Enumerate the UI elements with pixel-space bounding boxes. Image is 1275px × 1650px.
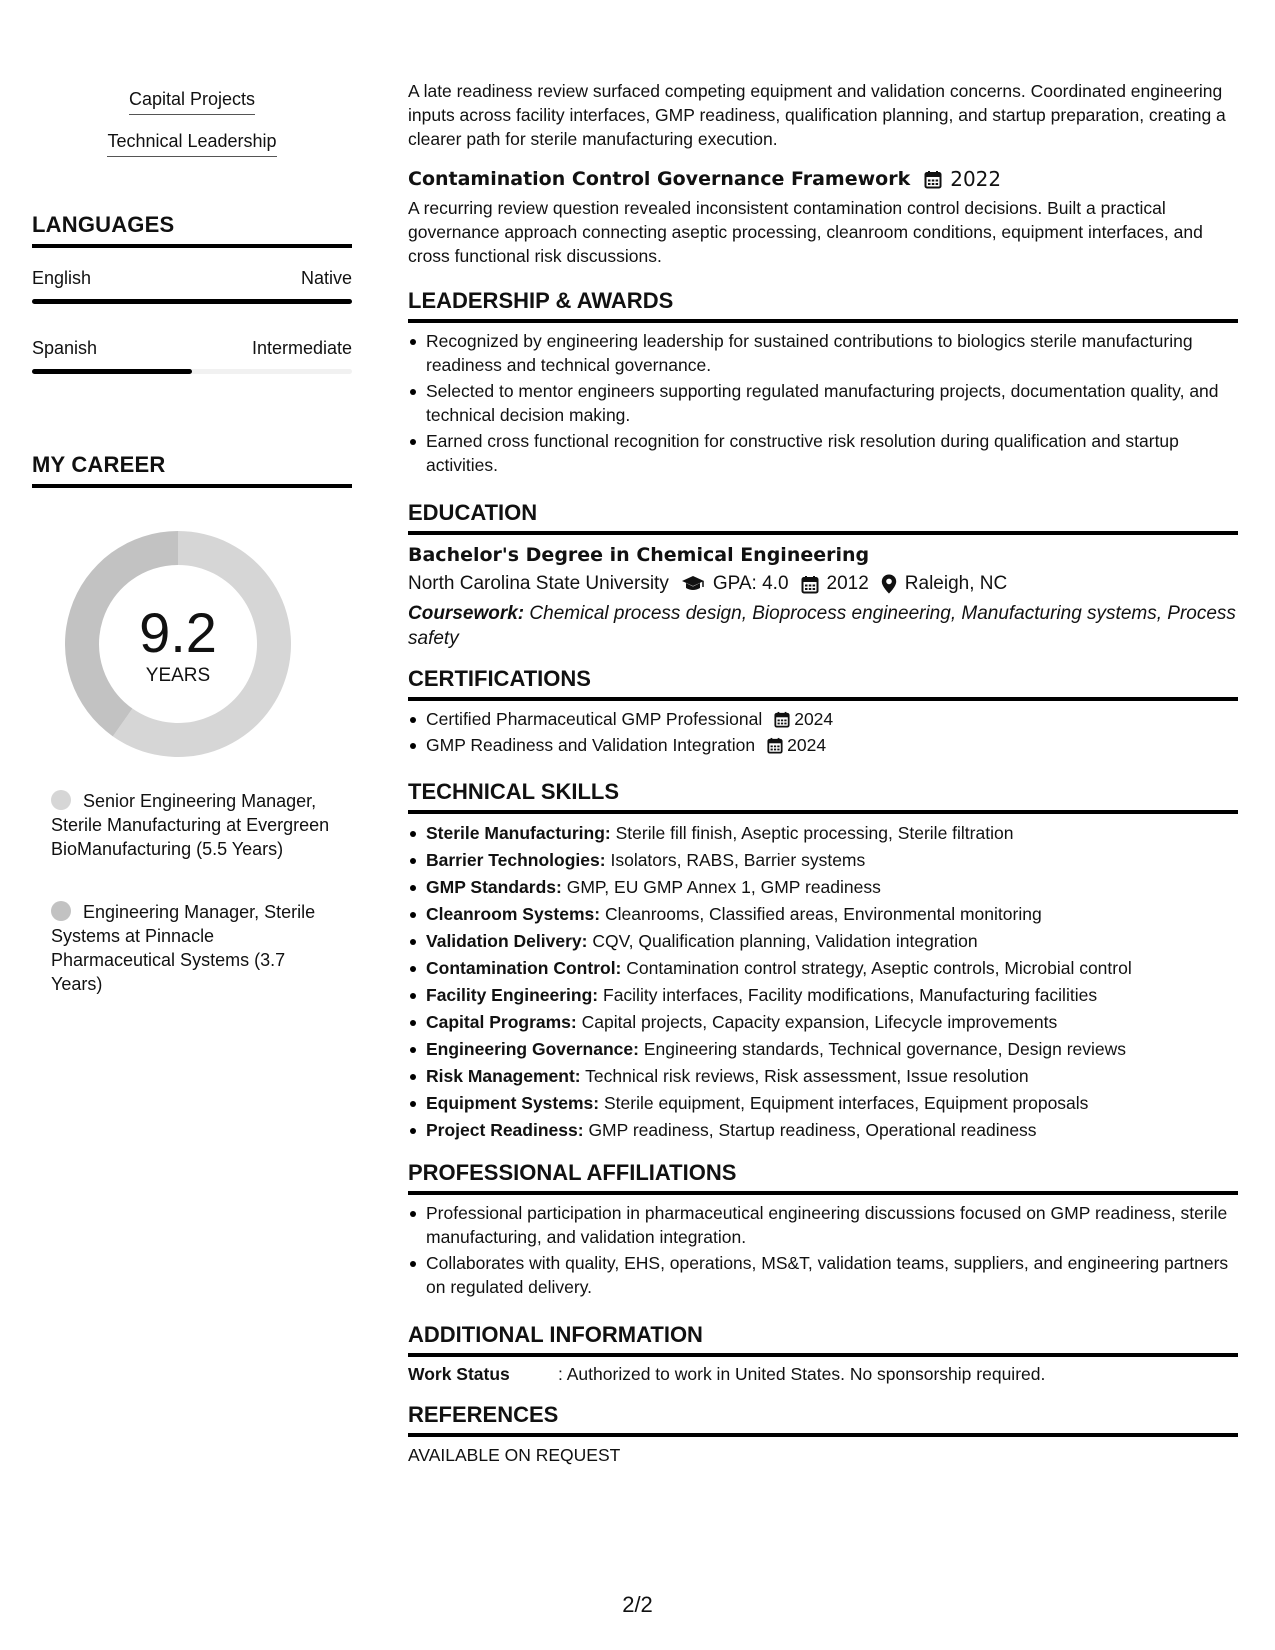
project-title: Contamination Control Governance Framework bbox=[408, 168, 911, 190]
skill-tag: Capital Projects bbox=[129, 88, 255, 115]
career-heading: MY CAREER bbox=[32, 452, 352, 488]
project-year: 2022 bbox=[950, 167, 1002, 191]
skill-list-item bbox=[426, 875, 1238, 900]
skill-category-values: Sterile fill finish, Aseptic processing, Sterile filtration bbox=[615, 823, 1014, 843]
work-status-value: : Authorized to work in United States. No sponsorship required. bbox=[558, 1364, 1046, 1384]
calendar-icon bbox=[801, 575, 819, 594]
skill-category-label: Validation Delivery: bbox=[426, 931, 588, 951]
list-item: Professional participation in pharmaceutical engineering discussions focused on GMP readiness, sterile manufacturing, and validation integration. bbox=[426, 1201, 1238, 1249]
language-proficiency-bar bbox=[32, 369, 352, 374]
affiliations-list bbox=[426, 1201, 1238, 1301]
skill-category-label: Equipment Systems: bbox=[426, 1093, 600, 1113]
skill-list-item bbox=[426, 1091, 1238, 1116]
education-school: North Carolina State University bbox=[408, 573, 669, 594]
career-legend-item bbox=[51, 900, 341, 996]
page-number: 2/2 bbox=[622, 1592, 653, 1617]
language-level: Native bbox=[300, 268, 352, 288]
leadership-list bbox=[426, 329, 1238, 479]
additional-info-heading: ADDITIONAL INFORMATION bbox=[408, 1322, 1238, 1357]
languages-heading: LANGUAGES bbox=[32, 212, 352, 248]
skill-category-values: Sterile equipment, Equipment interfaces, Equipment proposals bbox=[603, 1093, 1089, 1113]
skill-list-item bbox=[426, 1037, 1238, 1062]
skill-list-item bbox=[426, 902, 1238, 927]
language-proficiency-bar bbox=[32, 299, 352, 304]
career-legend-text: Senior Engineering Manager, Sterile Manufacturing at Evergreen BioManufacturing (5.5 Years) bbox=[51, 791, 330, 859]
calendar-icon bbox=[774, 711, 790, 728]
education-location: Raleigh, NC bbox=[904, 573, 1008, 594]
education-coursework bbox=[408, 601, 1238, 651]
affiliations-heading: PROFESSIONAL AFFILIATIONS bbox=[408, 1160, 1238, 1195]
certification-year: 2024 bbox=[794, 709, 834, 729]
work-status-label: Work Status bbox=[408, 1364, 510, 1384]
skill-category-values: GMP, EU GMP Annex 1, GMP readiness bbox=[566, 877, 881, 897]
project-title-row bbox=[408, 167, 1238, 191]
language-level: Intermediate bbox=[251, 338, 352, 358]
education-meta bbox=[408, 571, 1238, 597]
certification-year: 2024 bbox=[787, 735, 827, 755]
skill-list-item bbox=[426, 821, 1238, 846]
list-item: Earned cross functional recognition for constructive risk resolution during qualification and startup activities. bbox=[426, 429, 1238, 477]
skill-tags bbox=[32, 88, 352, 172]
language-row bbox=[32, 267, 352, 289]
skill-category-values: Isolators, RABS, Barrier systems bbox=[610, 850, 866, 870]
career-total-unit: YEARS bbox=[145, 665, 211, 686]
certification-name: Certified Pharmaceutical GMP Professional bbox=[426, 709, 763, 729]
coursework-text: Chemical process design, Bioprocess engineering, Manufacturing systems, Process safety bbox=[408, 603, 1236, 649]
skill-category-values: Technical risk reviews, Risk assessment, Issue resolution bbox=[585, 1066, 1029, 1086]
skill-category-values: CQV, Qualification planning, Validation integration bbox=[592, 931, 978, 951]
coursework-label: Coursework: bbox=[408, 603, 525, 624]
skill-category-values: Contamination control strategy, Aseptic controls, Microbial control bbox=[626, 958, 1132, 978]
career-legend-text: Engineering Manager, Sterile Systems at Pinnacle Pharmaceutical Systems (3.7 Years) bbox=[51, 902, 316, 994]
list-item: Recognized by engineering leadership for sustained contributions to biologics sterile manufacturing readiness and technical governance. bbox=[426, 329, 1238, 377]
skill-list-item bbox=[426, 983, 1238, 1008]
language-row bbox=[32, 337, 352, 359]
leadership-heading: LEADERSHIP & AWARDS bbox=[408, 288, 1238, 323]
skill-list-item bbox=[426, 956, 1238, 981]
calendar-icon bbox=[924, 170, 942, 189]
skill-list-item bbox=[426, 848, 1238, 873]
project-description: A recurring review question revealed inconsistent contamination control decisions. Built a practical governance approach connecting aseptic processing, cleanroom conditions, equipment interfaces, and cross functional risk discussions. bbox=[408, 198, 1203, 266]
skill-category-label: Barrier Technologies: bbox=[426, 850, 606, 870]
skill-category-values: Cleanrooms, Classified areas, Environmental monitoring bbox=[604, 904, 1042, 924]
skill-list-item bbox=[426, 1064, 1238, 1089]
references-text: AVAILABLE ON REQUEST bbox=[408, 1445, 621, 1465]
language-proficiency-fill bbox=[32, 299, 352, 304]
language-name: Spanish bbox=[32, 338, 98, 358]
skill-category-label: Sterile Manufacturing: bbox=[426, 823, 611, 843]
work-status-row bbox=[408, 1362, 1238, 1386]
skill-category-label: Capital Programs: bbox=[426, 1012, 577, 1032]
education-year: 2012 bbox=[826, 573, 869, 594]
certifications-list bbox=[426, 707, 1238, 759]
graduation-cap-icon bbox=[681, 575, 705, 593]
skill-category-values: GMP readiness, Startup readiness, Operational readiness bbox=[588, 1120, 1037, 1140]
career-legend-dot bbox=[51, 901, 71, 921]
career-legend-dot bbox=[51, 790, 71, 810]
skill-category-label: Cleanroom Systems: bbox=[426, 904, 601, 924]
career-legend-item bbox=[51, 789, 341, 861]
skill-category-label: Engineering Governance: bbox=[426, 1039, 639, 1059]
career-donut-chart bbox=[65, 531, 291, 757]
skill-tag: Technical Leadership bbox=[107, 130, 276, 157]
language-proficiency-fill bbox=[32, 369, 192, 374]
skill-category-values: Capital projects, Capacity expansion, Lifecycle improvements bbox=[581, 1012, 1058, 1032]
career-total-value: 9.2 bbox=[139, 601, 217, 664]
technical-skills-heading: TECHNICAL SKILLS bbox=[408, 779, 1238, 814]
calendar-icon bbox=[767, 737, 783, 754]
skill-category-label: Facility Engineering: bbox=[426, 985, 599, 1005]
technical-skills-list bbox=[426, 821, 1238, 1145]
skill-category-values: Facility interfaces, Facility modifications, Manufacturing facilities bbox=[603, 985, 1098, 1005]
skill-category-label: Risk Management: bbox=[426, 1066, 581, 1086]
location-pin-icon bbox=[881, 574, 897, 594]
skill-category-label: GMP Standards: bbox=[426, 877, 562, 897]
education-gpa: GPA: 4.0 bbox=[712, 573, 789, 594]
certification-name: GMP Readiness and Validation Integration bbox=[426, 735, 756, 755]
skill-category-label: Project Readiness: bbox=[426, 1120, 584, 1140]
skill-category-values: Engineering standards, Technical governance, Design reviews bbox=[643, 1039, 1127, 1059]
education-degree: Bachelor's Degree in Chemical Engineering bbox=[408, 544, 870, 566]
list-item bbox=[426, 707, 1238, 731]
list-item bbox=[426, 733, 1238, 757]
skill-list-item bbox=[426, 929, 1238, 954]
list-item: Collaborates with quality, EHS, operations, MS&T, validation teams, suppliers, and engineering partners on regulated delivery. bbox=[426, 1251, 1238, 1299]
skill-list-item bbox=[426, 1010, 1238, 1035]
certifications-heading: CERTIFICATIONS bbox=[408, 666, 1238, 701]
language-name: English bbox=[32, 268, 92, 288]
skill-list-item bbox=[426, 1118, 1238, 1143]
references-heading: REFERENCES bbox=[408, 1402, 1238, 1437]
education-heading: EDUCATION bbox=[408, 500, 1238, 535]
experience-description: A late readiness review surfaced competing equipment and validation concerns. Coordinated engineering inputs across facility interfaces, GMP readiness, qualification planning, and startup preparation, creating a clearer path for sterile manufacturing execution. bbox=[408, 81, 1226, 149]
skill-category-label: Contamination Control: bbox=[426, 958, 622, 978]
list-item: Selected to mentor engineers supporting regulated manufacturing projects, documentation quality, and technical decision making. bbox=[426, 379, 1238, 427]
